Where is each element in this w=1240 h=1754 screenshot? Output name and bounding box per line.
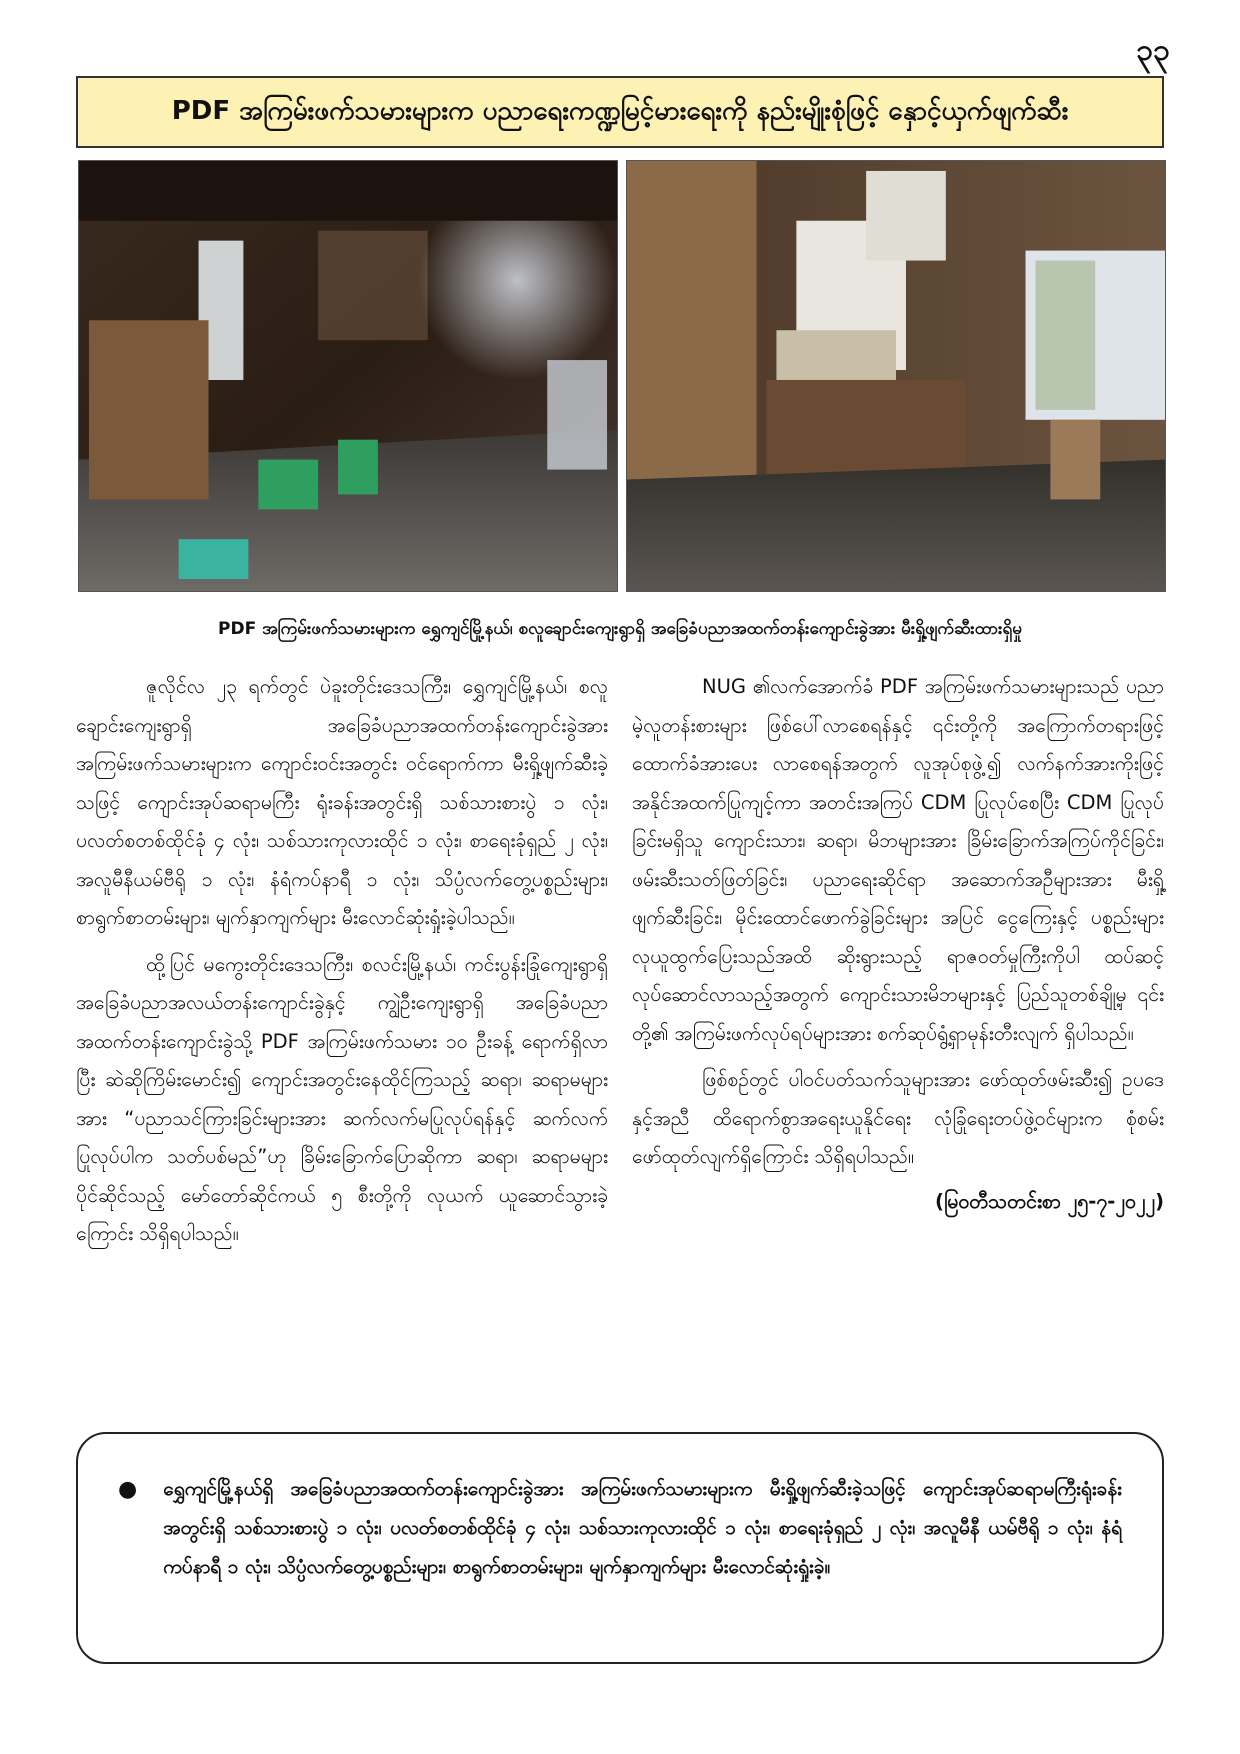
burned-room-photo-right bbox=[626, 160, 1166, 592]
news-source: (မြဝတီသတင်းစာ ၂၅-၇-၂၀၂၂) bbox=[935, 1189, 1164, 1213]
headline-title: PDF အကြမ်းဖက်သမားများက ပညာရေးကဏ္ဍမြင့်မားရေးကို နည်းမျိုးစုံဖြင့် နှောင့်ယှက်ဖျက်ဆီး bbox=[171, 95, 1069, 126]
right-paragraph-1: NUG ၏လက်အောက်ခံ PDF အကြမ်းဖက်သမားများသည် ပညာမဲ့လူတန်းစားများ ဖြစ်ပေါ်လာစေရန်နှင့် ၎င်းတို့ကို အကြောက်တရားဖြင့် ထောက်ခံအားပေး လာစေရန်အတွက် လူအုပ်စုဖွဲ့၍ လက်နက်အားကိုးဖြင့် အနိုင်အထက်ပြုကျင့်ကာ အတင်းအကြပ် CDM ပြုလုပ်စေပြီး CDM ပြုလုပ်ခြင်းမရှိသူ ကျောင်းသား၊ ဆရာ၊ မိဘများအား ခြိမ်းခြောက်အကြပ်ကိုင်ခြင်း၊ ဖမ်းဆီးသတ်ဖြတ်ခြင်း၊ ပညာရေးဆိုင်ရာ အဆောက်အဦများအား မီးရှို့ဖျက်ဆီးခြင်း၊ မိုင်းထောင်ဖောက်ခွဲခြင်းများ အပြင် ငွေကြေးနှင့် ပစ္စည်းများလုယူထွက်ပြေးသည်အထိ ဆိုးရွားသည့် ရာဇဝတ်မှုကြီးကိုပါ ထပ်ဆင့်လုပ်ဆောင်လာသည့်အတွက် ကျောင်းသားမိဘများနှင့် ပြည်သူတစ်ချို့မှ ၎င်းတို့၏ အကြမ်းဖက်လုပ်ရပ်များအား စက်ဆုပ်ရွံ့ရှာမုန်းတီးလျက် ရှိပါသည်။ bbox=[632, 675, 1164, 1045]
left-paragraph-2: ထို့ပြင် မကွေးတိုင်းဒေသကြီး၊ စလင်းမြို့နယ်၊ ကင်းပွန်းခြုံကျေးရွာရှိ အခြေခံပညာအလယ်တန်းကျောင်းခွဲနှင့် ကျွဲဦးကျေးရွာရှိ အခြေခံပညာအထက်တန်းကျောင်းခွဲသို့ PDF အကြမ်းဖက်သမား ၁၀ ဦးခန့် ရောက်ရှိလာပြီး ဆဲဆိုကြိမ်းမောင်း၍ ကျောင်းအတွင်းနေထိုင်ကြသည့် ဆရာ၊ ဆရာမများအား “ပညာသင်ကြားခြင်းများအား ဆက်လက်မပြုလုပ်ရန်နှင့် ဆက်လက်ပြုလုပ်ပါက သတ်ပစ်မည်”ဟု ခြိမ်းခြောက်ပြောဆိုကာ ဆရာ၊ ဆရာမများ ပိုင်ဆိုင်သည့် မော်တော်ဆိုင်ကယ် ၅ စီးတို့ကို လုယက် ယူဆောင်သွားခဲ့ကြောင်း သိရှိရပါသည်။ bbox=[76, 952, 608, 1245]
summary-box bbox=[76, 1432, 1164, 1664]
summary-text: ရွှေကျင်မြို့နယ်ရှိ အခြေခံပညာအထက်တန်းကျောင်းခွဲအား အကြမ်းဖက်သမားများက မီးရှို့ဖျက်ဆီးခဲ့သဖြင့် ကျောင်းအုပ်ဆရာမကြီးရုံးခန်းအတွင်းရှိ သစ်သားစားပွဲ ၁ လုံး၊ ပလတ်စတစ်ထိုင်ခုံ ၄ လုံး၊ သစ်သားကုလားထိုင် ၁ လုံး၊ စာရေးခုံရှည် ၂ လုံး၊ အလူမီနီ ယမ်ဗီရို ၁ လုံး၊ နံရံကပ်နာရီ ၁ လုံး၊ သိပ္ပံလက်တွေ့ပစ္စည်းများ၊ စာရွက်စာတမ်းများ၊ မျက်နှာကျက်များ မီးလောင်ဆုံးရှုံးခဲ့။ bbox=[163, 1478, 1122, 1578]
bullet-icon: ● bbox=[118, 1477, 138, 1502]
article-right-column bbox=[632, 668, 1164, 1221]
photo-caption: PDF အကြမ်းဖက်သမားများက ရွှေကျင်မြို့နယ်၊ စလူချောင်းကျေးရွာရှိ အခြေခံပညာအထက်တန်းကျောင်းခွဲအား မီးရှို့ဖျက်ဆီးထားရှိမှု bbox=[218, 619, 1022, 639]
right-paragraph-2: ဖြစ်စဉ်တွင် ပါဝင်ပတ်သက်သူများအား ဖော်ထုတ်ဖမ်းဆီး၍ ဥပဒေနှင့်အညီ ထိရောက်စွာအရေးယူနိုင်ရေး လုံခြုံရေးတပ်ဖွဲ့ဝင်များက စုံစမ်းဖော်ထုတ်လျက်ရှိကြောင်း သိရှိရပါသည်။ bbox=[632, 1068, 1164, 1168]
page-number: ၃၃ bbox=[1136, 33, 1170, 68]
summary-item bbox=[118, 1470, 1122, 1587]
burned-room-photo-left bbox=[78, 160, 618, 592]
left-paragraph-1: ဇူလိုင်လ ၂၃ ရက်တွင် ပဲခူးတိုင်းဒေသကြီး၊ ရွှေကျင်မြို့နယ်၊ စလူချောင်းကျေးရွာရှိ အခြေခံပညာအထက်တန်းကျောင်းခွဲအား အကြမ်းဖက်သမားများက ကျောင်းဝင်းအတွင်း ဝင်ရောက်ကာ မီးရှို့ဖျက်ဆီးခဲ့သဖြင့် ကျောင်းအုပ်ဆရာမကြီး ရုံးခန်းအတွင်းရှိ သစ်သားစားပွဲ ၁ လုံး၊ ပလတ်စတစ်ထိုင်ခုံ ၄ လုံး၊ သစ်သားကုလားထိုင် ၁ လုံး၊ စာရေးခုံရှည် ၂ လုံး၊ အလူမီနီယမ်ဗီရို ၁ လုံး၊ နံရံကပ်နာရီ ၁ လုံး၊ သိပ္ပံလက်တွေ့ပစ္စည်းများ၊ စာရွက်စာတမ်းများ၊ မျက်နှာကျက်များ မီးလောင်ဆုံးရှုံးခဲ့ပါသည်။ bbox=[76, 675, 608, 929]
article-left-column bbox=[76, 668, 608, 1254]
headline-banner bbox=[76, 76, 1164, 148]
